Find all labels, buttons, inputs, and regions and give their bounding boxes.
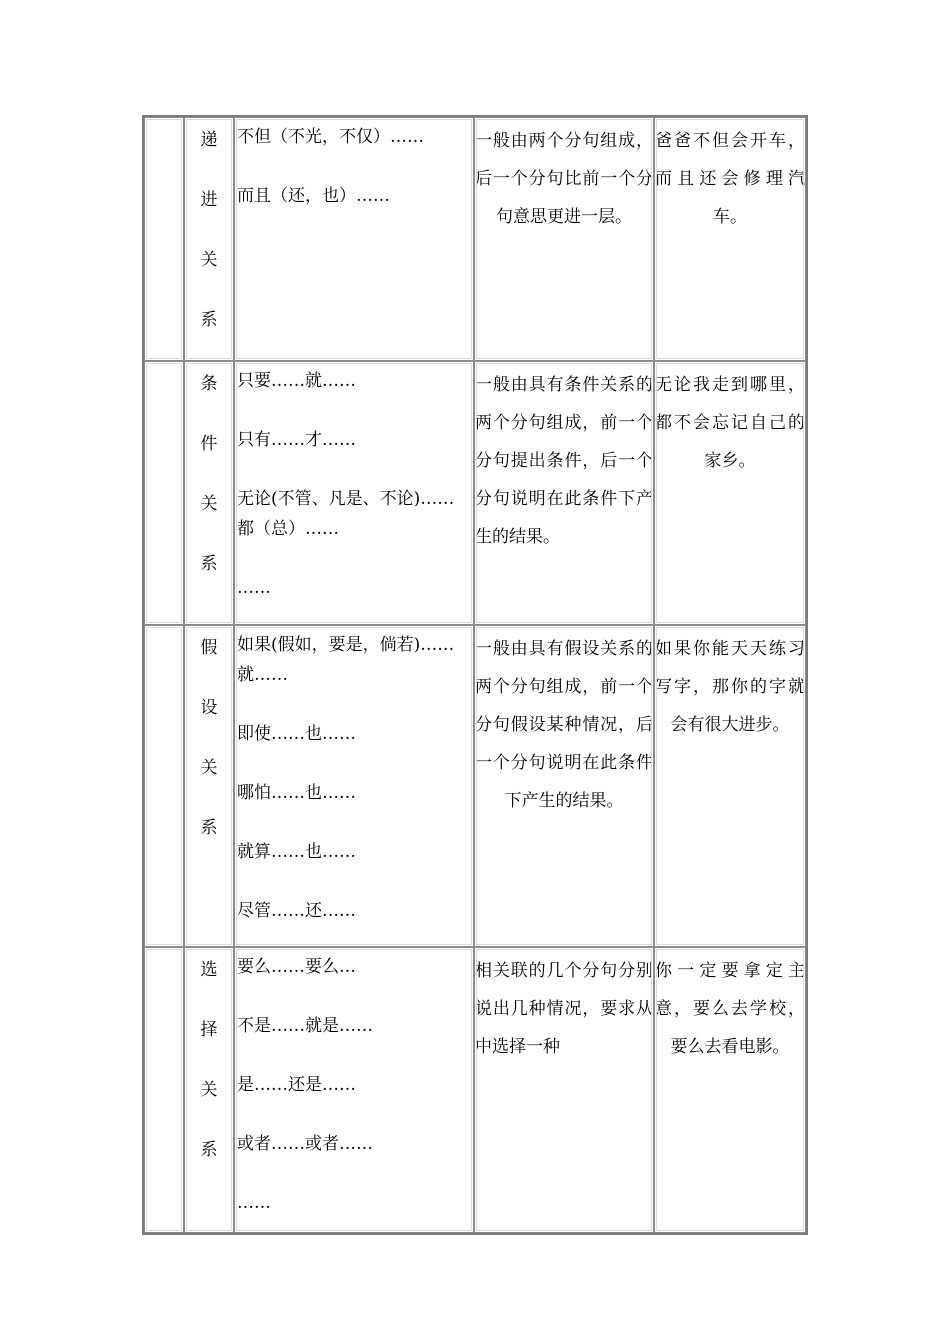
example-cell (654, 117, 806, 361)
conjunction-words-cell (234, 117, 474, 361)
description-cell (474, 361, 654, 625)
description-text: 相关联的几个分句分别说出几种情况，要求从中选择一种 (475, 961, 653, 1057)
relation-type-cell (184, 947, 234, 1233)
relation-type-char: 系 (200, 554, 218, 574)
conjunction-phrase: 如果(假如，要是，倘若)…… (237, 635, 455, 655)
description-cell (474, 625, 654, 947)
relation-type-char: 选 (200, 960, 218, 980)
conjunction-phrase: 或者……或者…… (237, 1134, 373, 1154)
conjunction-phrase: 只要……就…… (237, 371, 356, 391)
relation-type-cell (184, 361, 234, 625)
relation-type-char: 择 (200, 1020, 218, 1040)
conjunction-phrase: 即使……也…… (237, 724, 356, 744)
conjunction-words-cell (234, 361, 474, 625)
conjunction-phrase: 就算……也…… (237, 842, 356, 862)
blank-cell (144, 625, 184, 947)
conjunction-phrase: 哪怕……也…… (237, 783, 356, 803)
conjunction-phrase: 要么……要么… (237, 957, 356, 977)
blank-cell (144, 361, 184, 625)
table-row (144, 117, 806, 361)
example-text: 无论我走到哪里，都不会忘记自己的家乡。 (655, 375, 805, 471)
relation-type-char: 假 (200, 638, 218, 658)
conjunction-phrase: 无论(不管、凡是、不论)…… (237, 489, 455, 509)
conjunction-relation-table (142, 115, 808, 1235)
relation-type-char: 关 (200, 250, 218, 270)
conjunction-phrase: 而且（还，也）…… (237, 186, 390, 206)
relation-type-char: 关 (200, 494, 218, 514)
relation-type-char: 关 (200, 1080, 218, 1100)
conjunction-phrase: 尽管……还…… (237, 901, 356, 921)
relation-type-char: 系 (200, 1140, 218, 1160)
table-row (144, 361, 806, 625)
conjunction-phrase: 只有……才…… (237, 430, 356, 450)
example-cell (654, 361, 806, 625)
conjunction-phrase: 是……还是…… (237, 1075, 356, 1095)
example-text: 如果你能天天练习写字，那你的字就会有很大进步。 (655, 639, 805, 735)
relation-type-char: 系 (200, 310, 218, 330)
description-text: 一般由具有假设关系的两个分句组成，前一个分句假设某种情况，后一个分句说明在此条件下产生的结果。 (475, 639, 653, 811)
relation-type-char: 关 (200, 758, 218, 778)
conjunction-phrase: …… (237, 578, 271, 598)
example-text: 你一定要拿定主意，要么去学校，要么去看电影。 (655, 961, 805, 1057)
table-row (144, 625, 806, 947)
conjunction-phrase: 就…… (237, 665, 288, 685)
relation-type-char: 设 (200, 698, 218, 718)
relation-type-char: 系 (200, 818, 218, 838)
table-row (144, 947, 806, 1233)
relation-type-char: 件 (200, 434, 218, 454)
conjunction-phrase: 不但（不光，不仅）…… (237, 127, 424, 147)
description-cell (474, 947, 654, 1233)
conjunction-phrase: …… (237, 1193, 271, 1213)
description-cell (474, 117, 654, 361)
relation-type-char: 进 (200, 190, 218, 210)
conjunction-phrase: 不是……就是…… (237, 1016, 373, 1036)
example-text: 爸爸不但会开车，而且还会修理汽车。 (655, 131, 805, 227)
conjunction-words-cell (234, 947, 474, 1233)
example-cell (654, 947, 806, 1233)
relation-type-cell (184, 625, 234, 947)
blank-cell (144, 947, 184, 1233)
example-cell (654, 625, 806, 947)
relation-type-char: 条 (200, 374, 218, 394)
blank-cell (144, 117, 184, 361)
conjunction-phrase: 都（总）…… (237, 519, 339, 539)
description-text: 一般由具有条件关系的两个分句组成，前一个分句提出条件，后一个分句说明在此条件下产生的结果。 (475, 375, 653, 547)
relation-type-char: 递 (200, 130, 218, 150)
conjunction-words-cell (234, 625, 474, 947)
description-text: 一般由两个分句组成，后一个分句比前一个分句意思更进一层。 (475, 131, 653, 227)
relation-type-cell (184, 117, 234, 361)
